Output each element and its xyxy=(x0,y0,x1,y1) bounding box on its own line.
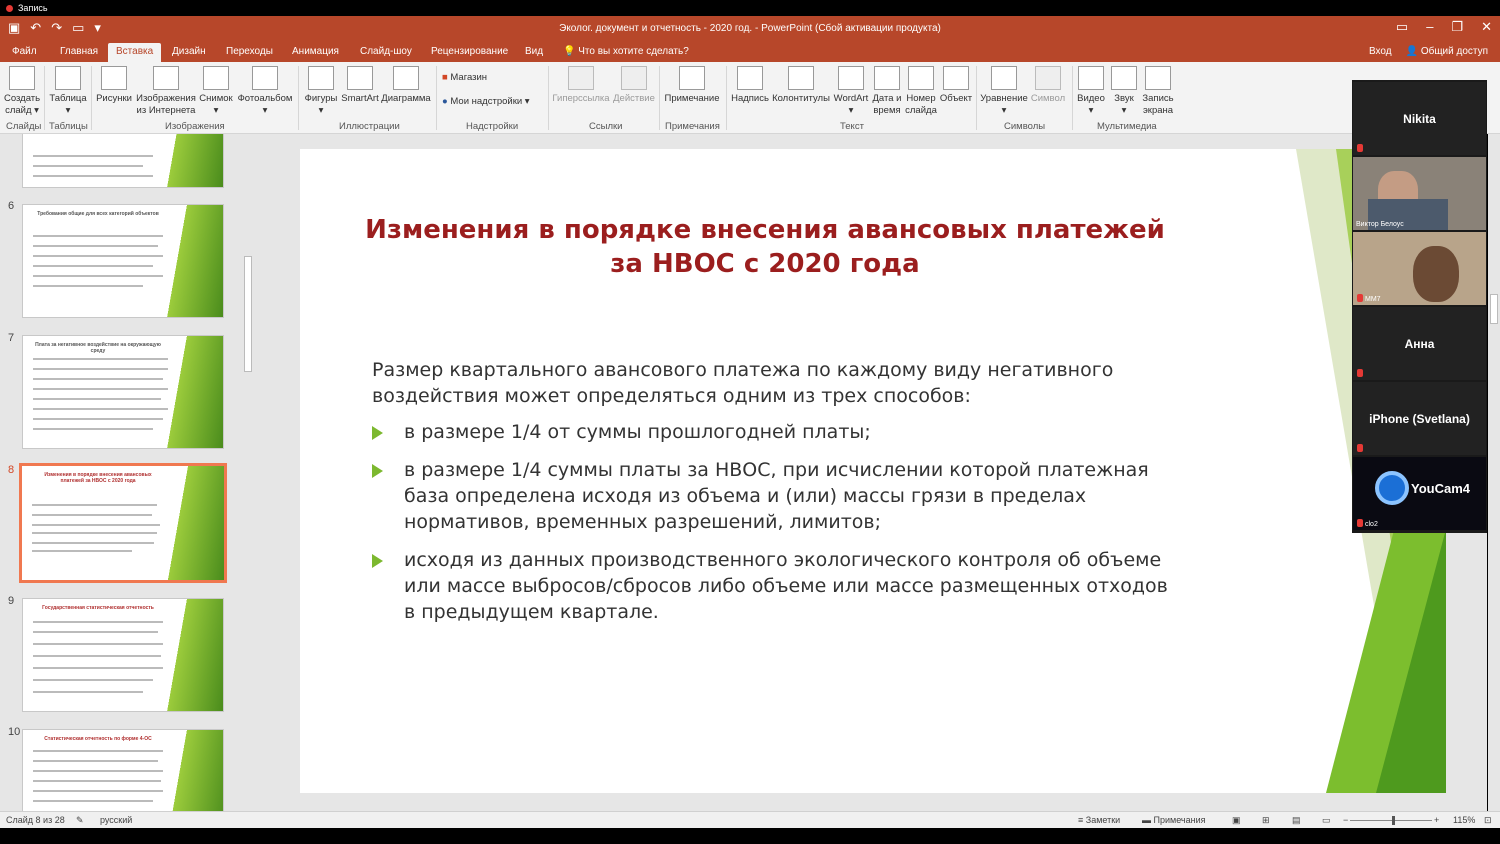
object-button[interactable]: Объект xyxy=(938,66,974,105)
fit-to-window-icon[interactable]: ⊡ xyxy=(1484,815,1492,825)
smartart-button[interactable]: SmartArt xyxy=(340,66,380,105)
muted-mic-icon xyxy=(1357,294,1363,302)
thumbnail-decoration xyxy=(164,466,224,580)
comment-icon xyxy=(679,66,705,90)
textbox-icon xyxy=(737,66,763,90)
participant-tile[interactable] xyxy=(1353,382,1486,455)
thumbnail-text-line xyxy=(33,275,163,277)
thumbnail-scrollbar[interactable] xyxy=(242,136,254,812)
thumbnail-text-line xyxy=(32,524,160,526)
zoom-in-icon[interactable]: + xyxy=(1434,815,1440,825)
thumbnail-text-line xyxy=(33,255,163,257)
table-button[interactable]: Таблица ▾ xyxy=(48,66,88,117)
participant-label: MM7 xyxy=(1365,296,1381,303)
thumbnail-text-line xyxy=(33,780,161,782)
participant-video-face xyxy=(1413,246,1459,302)
arrow-bullet-icon xyxy=(372,464,383,478)
photo-album-icon xyxy=(252,66,278,90)
participant-tile[interactable] xyxy=(1353,457,1486,530)
recording-label: Запись xyxy=(18,3,48,13)
slide-thumbnail-10[interactable] xyxy=(22,729,224,811)
hyperlink-icon xyxy=(568,66,594,90)
zoom-slider[interactable] xyxy=(1350,820,1432,821)
group-images: Изображения xyxy=(165,121,225,132)
video-button[interactable]: Видео ▾ xyxy=(1076,66,1106,117)
thumbnail-text-line xyxy=(33,655,161,657)
tab-insert[interactable]: Вставка xyxy=(108,43,161,62)
slide-thumbnail-8-selected[interactable] xyxy=(19,463,227,583)
symbol-button[interactable]: Символ xyxy=(1030,66,1066,105)
header-footer-button[interactable]: Колонтитулы xyxy=(771,66,831,105)
thumbnail-text-line xyxy=(33,667,163,669)
participant-label: Виктор Белоус xyxy=(1356,221,1404,228)
video-call-panel xyxy=(1352,80,1487,533)
thumbnail-text-line xyxy=(33,691,143,693)
language-indicator[interactable]: русский xyxy=(100,815,133,825)
group-slides: Слайды xyxy=(6,121,42,132)
slideshow-icon[interactable]: ▭ xyxy=(1322,815,1331,825)
thumbnail-text-line xyxy=(32,504,157,506)
tell-me-search[interactable]: 💡 Что вы хотите сделать? xyxy=(563,46,689,57)
thumbnail-title: Требования общие для всех категорий объектов xyxy=(37,211,159,217)
ribbon-tabs xyxy=(0,42,1500,62)
thumbnail-text-line xyxy=(33,235,163,237)
login-link[interactable]: Вход xyxy=(1368,46,1392,57)
participant-tile[interactable] xyxy=(1353,232,1486,305)
table-icon xyxy=(55,66,81,90)
customize-quick-access-icon[interactable]: ▾ xyxy=(94,20,101,35)
separator xyxy=(1072,66,1073,130)
thumbnail-text-line xyxy=(32,532,157,534)
object-icon xyxy=(943,66,969,90)
thumbnail-title: Изменения в порядке внесения авансовых платежей за НВОС с 2020 года xyxy=(44,472,152,484)
window-title: Эколог. документ и отчетность - 2020 год. - PowerPoint (Сбой активации продукта) xyxy=(559,23,941,34)
muted-mic-icon xyxy=(1357,144,1363,152)
slide-sorter-icon[interactable]: ⊞ xyxy=(1262,815,1270,825)
thumbnail-text-line xyxy=(33,760,158,762)
webcam-icon xyxy=(1375,471,1409,505)
thumbnail-text-line xyxy=(33,175,153,177)
youcam-logo: YouCam4 xyxy=(1411,481,1470,496)
thumbnail-decoration xyxy=(163,599,223,711)
equation-button[interactable]: Уравнение ▾ xyxy=(980,66,1028,117)
screen-recording-button[interactable]: Запись экрана xyxy=(1140,66,1176,117)
separator xyxy=(976,66,977,130)
thumbnail-decoration xyxy=(163,336,223,448)
new-slide-button[interactable]: Создать слайд ▾ xyxy=(4,66,40,117)
muted-mic-icon xyxy=(1357,519,1363,527)
normal-view-icon[interactable]: ▣ xyxy=(1232,815,1241,825)
share-button[interactable]: 👤 Общий доступ xyxy=(1405,46,1488,57)
smartart-icon xyxy=(347,66,373,90)
separator xyxy=(659,66,660,130)
participant-name: Nikita xyxy=(1403,112,1436,126)
muted-mic-icon xyxy=(1357,444,1363,452)
online-pictures-button[interactable]: Изображения из Интернета xyxy=(134,66,198,117)
thumbnail-text-line xyxy=(33,418,163,420)
ribbon xyxy=(0,62,1500,134)
separator xyxy=(548,66,549,130)
my-addins-button[interactable]: ● Мои надстройки ▾ xyxy=(442,96,530,107)
tab-design[interactable]: Дизайн xyxy=(172,46,206,57)
group-text: Текст xyxy=(840,121,864,132)
slide-title: Изменения в порядке внесения авансовых платежей за НВОС с 2020 года xyxy=(365,215,1165,279)
group-symbols: Символы xyxy=(1004,121,1046,132)
group-comments: Примечания xyxy=(665,121,720,132)
comments-button[interactable]: ▬ Примечания xyxy=(1142,815,1206,825)
bullet-item: в размере 1/4 суммы платы за НВОС, при исчислении которой платежная база определена исходя из объема и (или) массы грязи в пределах нормативов, временных разрешений, лимитов; xyxy=(372,457,1172,535)
thumbnail-text-line xyxy=(33,428,153,430)
participant-name: iPhone (Svetlana) xyxy=(1369,412,1470,426)
header-footer-icon xyxy=(788,66,814,90)
thumbnail-text-line xyxy=(33,631,158,633)
pi-icon xyxy=(991,66,1017,90)
save-icon[interactable]: ▣ xyxy=(8,20,21,35)
participant-tile[interactable] xyxy=(1353,82,1486,155)
recording-bar xyxy=(0,0,1500,16)
thumbnail-text-line xyxy=(33,643,163,645)
tab-file[interactable]: Файл xyxy=(12,46,37,57)
slide-thumbnail-9[interactable] xyxy=(22,598,224,712)
bullet-item: в размере 1/4 от суммы прошлогодней платы; xyxy=(372,419,1172,445)
tell-me-label: Что вы хотите сделать? xyxy=(578,46,689,57)
bullet-item: исходя из данных производственного экологического контроля об объеме или массе выбросов/сбросов либо объеме или массе размещенных отходов в предыдущем квартале. xyxy=(372,547,1172,625)
speaker-icon xyxy=(1111,66,1137,90)
wordart-button[interactable]: WordArt ▾ xyxy=(832,66,870,117)
screen-recording-icon xyxy=(1145,66,1171,90)
arrow-bullet-icon xyxy=(372,426,383,440)
audio-button[interactable]: Звук ▾ xyxy=(1110,66,1138,117)
chart-button[interactable]: Диаграмма xyxy=(380,66,432,105)
thumbnail-title: Статистическая отчетность по форме 4-ОС xyxy=(44,736,152,742)
thumbnail-text-line xyxy=(33,790,163,792)
separator xyxy=(44,66,45,130)
thumbnail-text-line xyxy=(33,408,168,410)
video-icon xyxy=(1078,66,1104,90)
maximize-icon[interactable]: ❐ xyxy=(1451,19,1464,34)
group-illustrations: Иллюстрации xyxy=(339,121,400,132)
redo-icon[interactable]: ↷ xyxy=(51,20,63,35)
thumbnail-text-line xyxy=(33,388,168,390)
slide-counter: Слайд 8 из 28 xyxy=(6,815,65,825)
pictures-button[interactable]: Рисунки xyxy=(95,66,133,105)
zoom-level[interactable]: 115% xyxy=(1453,815,1476,825)
participant-tile[interactable] xyxy=(1353,157,1486,230)
record-icon xyxy=(6,5,13,12)
slide-number: 7 xyxy=(8,332,15,344)
status-bar xyxy=(0,811,1500,828)
slide-thumbnail-6[interactable] xyxy=(22,204,224,318)
thumbnail-text-line xyxy=(32,514,152,516)
thumbnail-text-line xyxy=(33,398,161,400)
separator xyxy=(91,66,92,130)
chart-icon xyxy=(393,66,419,90)
thumbnail-text-line xyxy=(33,265,153,267)
thumbnail-text-line xyxy=(33,285,143,287)
separator xyxy=(298,66,299,130)
thumbnail-text-line xyxy=(33,679,153,681)
group-links: Ссылки xyxy=(589,121,623,132)
scrollbar-thumb[interactable] xyxy=(1490,294,1498,324)
action-icon xyxy=(621,66,647,90)
group-addins: Надстройки xyxy=(466,121,519,132)
slide-intro-text: Размер квартального авансового платежа по каждому виду негативного воздействия может определяться одним из трех способов: xyxy=(372,359,1114,407)
action-button[interactable]: Действие xyxy=(612,66,656,105)
slide-number-button[interactable]: Номер слайда xyxy=(903,66,939,117)
omega-icon xyxy=(1035,66,1061,90)
ribbon-display-icon[interactable]: ▭ xyxy=(1395,19,1409,34)
thumbnail-decoration xyxy=(163,134,223,187)
slide-thumbnail-7[interactable] xyxy=(22,335,224,449)
camera-icon xyxy=(203,66,229,90)
tab-view[interactable]: Вид xyxy=(525,46,544,57)
group-tables: Таблицы xyxy=(49,121,88,132)
calendar-icon xyxy=(874,66,900,90)
thumbnail-text-line xyxy=(33,368,168,370)
thumbnail-text-line xyxy=(33,800,153,802)
share-label: Общий доступ xyxy=(1420,46,1488,57)
tab-animations[interactable]: Анимация xyxy=(292,46,339,57)
arrow-bullet-icon xyxy=(372,554,383,568)
reading-view-icon[interactable]: ▤ xyxy=(1292,815,1301,825)
title-bar xyxy=(0,16,1500,42)
thumbnail-decoration xyxy=(163,205,223,317)
notes-button[interactable]: ≡ Заметки xyxy=(1078,815,1121,825)
store-button[interactable]: ■ Магазин xyxy=(442,72,488,83)
thumbnail-title: Плата за негативное воздействие на окружающую среду xyxy=(35,342,161,354)
photo-album-button[interactable]: Фотоальбом ▾ xyxy=(236,66,294,117)
thumbnail-title: Государственная статистическая отчетность xyxy=(42,605,154,611)
tab-transitions[interactable]: Переходы xyxy=(226,46,273,57)
tab-slideshow[interactable]: Слайд-шоу xyxy=(360,46,412,57)
slide-8[interactable] xyxy=(300,149,1446,793)
participant-tile[interactable] xyxy=(1353,307,1486,380)
group-media: Мультимедиа xyxy=(1097,121,1157,132)
new-slide-icon xyxy=(9,66,35,90)
slide-number-icon xyxy=(908,66,934,90)
hyperlink-button[interactable]: Гиперссылка xyxy=(552,66,610,105)
comment-button[interactable]: Примечание xyxy=(663,66,721,105)
slide-number: 9 xyxy=(8,595,15,607)
slide-thumbnail[interactable] xyxy=(22,134,224,188)
thumbnail-decoration xyxy=(163,730,223,811)
addins-icon: ● xyxy=(442,96,448,107)
slide-number-selected: 8 xyxy=(8,464,15,476)
date-time-button[interactable]: Дата и время xyxy=(871,66,903,117)
thumbnail-text-line xyxy=(32,550,132,552)
thumbnail-text-line xyxy=(33,750,163,752)
thumbnail-text-line xyxy=(33,770,163,772)
slide-scrollbar[interactable] xyxy=(1488,134,1500,811)
thumbnail-text-line xyxy=(33,621,163,623)
wordart-icon xyxy=(838,66,864,90)
participant-name: Анна xyxy=(1404,337,1435,351)
undo-icon[interactable]: ↶ xyxy=(30,20,42,35)
textbox-button[interactable]: Надпись xyxy=(730,66,770,105)
online-picture-icon xyxy=(153,66,179,90)
separator xyxy=(436,66,437,130)
zoom-slider-knob[interactable] xyxy=(1392,816,1395,825)
thumbnail-text-line xyxy=(33,155,153,157)
scrollbar-thumb[interactable] xyxy=(244,256,252,372)
start-presentation-icon[interactable]: ▭ xyxy=(72,20,85,35)
shapes-icon xyxy=(308,66,334,90)
thumbnail-text-line xyxy=(33,165,143,167)
zoom-out-icon[interactable]: − xyxy=(1343,815,1349,825)
separator xyxy=(726,66,727,130)
picture-icon xyxy=(101,66,127,90)
minimize-icon[interactable]: – xyxy=(1426,19,1434,34)
thumbnail-text-line xyxy=(33,378,163,380)
bottom-black-bar xyxy=(0,828,1500,844)
thumbnail-text-line xyxy=(32,542,154,544)
thumbnail-text-line xyxy=(33,245,158,247)
thumbnail-text-line xyxy=(33,358,168,360)
spell-check-icon[interactable]: ✎ xyxy=(76,815,84,825)
tab-review[interactable]: Рецензирование xyxy=(431,46,509,57)
participant-label: clo2 xyxy=(1365,521,1378,528)
shapes-button[interactable]: Фигуры ▾ xyxy=(302,66,340,117)
store-icon: ■ xyxy=(442,72,448,83)
slide-number: 10 xyxy=(8,726,21,738)
muted-mic-icon xyxy=(1357,369,1363,377)
close-icon[interactable]: ✕ xyxy=(1481,19,1492,34)
screenshot-button[interactable]: Снимок ▾ xyxy=(198,66,234,117)
slide-thumbnails-panel xyxy=(0,134,255,811)
tab-home[interactable]: Главная xyxy=(60,46,99,57)
slide-number: 6 xyxy=(8,200,15,212)
slide-canvas xyxy=(255,134,1487,811)
